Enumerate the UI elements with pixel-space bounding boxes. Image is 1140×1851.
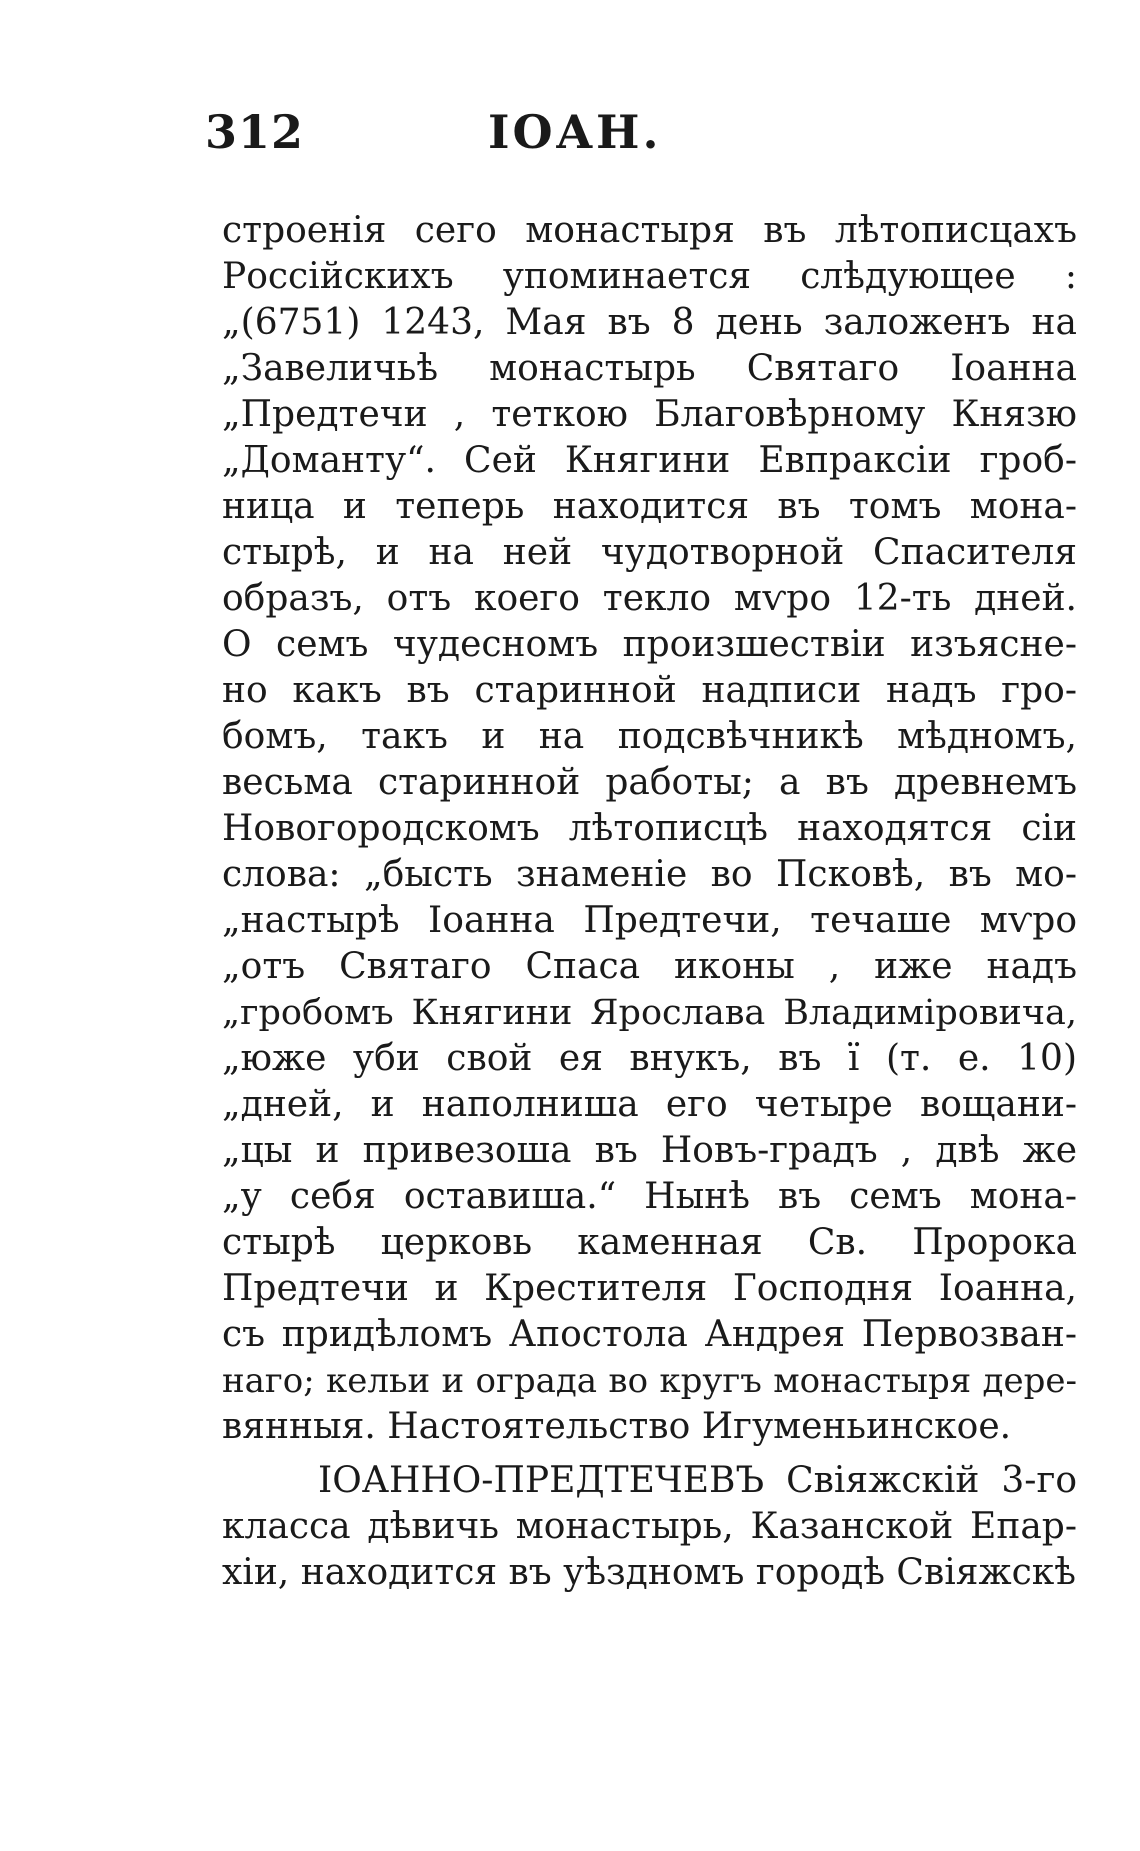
page-header xyxy=(205,105,905,165)
text-line: образъ, отъ коего текло мѵро 12-ть дней. xyxy=(222,578,1077,619)
text-line: но какъ въ старинной надписи надъ гро- xyxy=(222,670,1077,711)
text-line: „Завеличьѣ монастырь Святаго Іоанна xyxy=(222,348,1077,389)
text-line: Россійскихъ упоминается слѣдующее : xyxy=(222,256,1077,297)
text-line: Предтечи и Крестителя Господня Іоанна, xyxy=(222,1268,1077,1309)
text-line: строенія сего монастыря въ лѣтописцахъ xyxy=(222,210,1077,251)
paragraph-gap xyxy=(222,1450,1077,1458)
text-line: Новогородскомъ лѣтописцѣ находятся сіи xyxy=(222,808,1077,849)
text-line: „у себя оставиша.“ Нынѣ въ семъ мона- xyxy=(222,1176,1077,1217)
text-line: вянныя. Настоятельство Игуменьинское. xyxy=(222,1406,1012,1447)
paragraph xyxy=(222,1458,1077,1596)
text-line: О семъ чудесномъ произшествіи изъясне- xyxy=(222,624,1077,665)
running-head: ІОАН. xyxy=(488,105,662,159)
body-text xyxy=(222,208,1077,1596)
text-line: съ придѣломъ Апостола Андрея Первозван- xyxy=(222,1314,1077,1355)
text-line: ІОАННО-ПРЕДТЕЧЕВЪ Свіяжскій 3-го xyxy=(318,1460,1077,1501)
text-line: „отъ Святаго Спаса иконы , иже надъ xyxy=(222,946,1077,987)
text-line: „Доманту“. Сей Княгини Евпраксіи гроб- xyxy=(222,440,1077,481)
page-number: 312 xyxy=(205,105,305,159)
text-line: „гробомъ Княгини Ярослава Владиміровича, xyxy=(222,993,1077,1033)
text-line: наго; кельи и ограда во кругъ монастыря дере- xyxy=(222,1361,1077,1401)
text-line: „дней, и наполниша его четыре вощани- xyxy=(222,1084,1077,1125)
text-line: весьма старинной работы; а въ древнемъ xyxy=(222,762,1077,803)
text-line: класса дѣвичь монастырь, Казанской Епар- xyxy=(222,1506,1077,1547)
text-line: стырѣ церковь каменная Св. Пророка xyxy=(222,1222,1077,1263)
text-line: „настырѣ Іоанна Предтечи, течаше мѵро xyxy=(222,900,1077,941)
text-line: ница и теперь находится въ томъ мона- xyxy=(222,486,1077,527)
text-line: стырѣ, и на ней чудотворной Спасителя xyxy=(222,532,1077,573)
text-line: „юже уби свой ея внукъ, въ ї (т. е. 10) xyxy=(222,1038,1077,1079)
text-line: „цы и привезоша въ Новъ-градъ , двѣ же xyxy=(222,1130,1077,1171)
text-line: „Предтечи , теткою Благовѣрному Князю xyxy=(222,394,1077,435)
text-line: слова: „бысть знаменіе во Псковѣ, въ мо- xyxy=(222,854,1077,895)
text-line: бомъ, такъ и на подсвѣчникѣ мѣдномъ, xyxy=(222,716,1077,757)
text-line: „(6751) 1243, Мая въ 8 день заложенъ на xyxy=(222,302,1077,343)
text-line: хіи, находится въ уѣздномъ городѣ Свіяжскѣ xyxy=(222,1552,1076,1593)
paragraph xyxy=(222,208,1077,1450)
